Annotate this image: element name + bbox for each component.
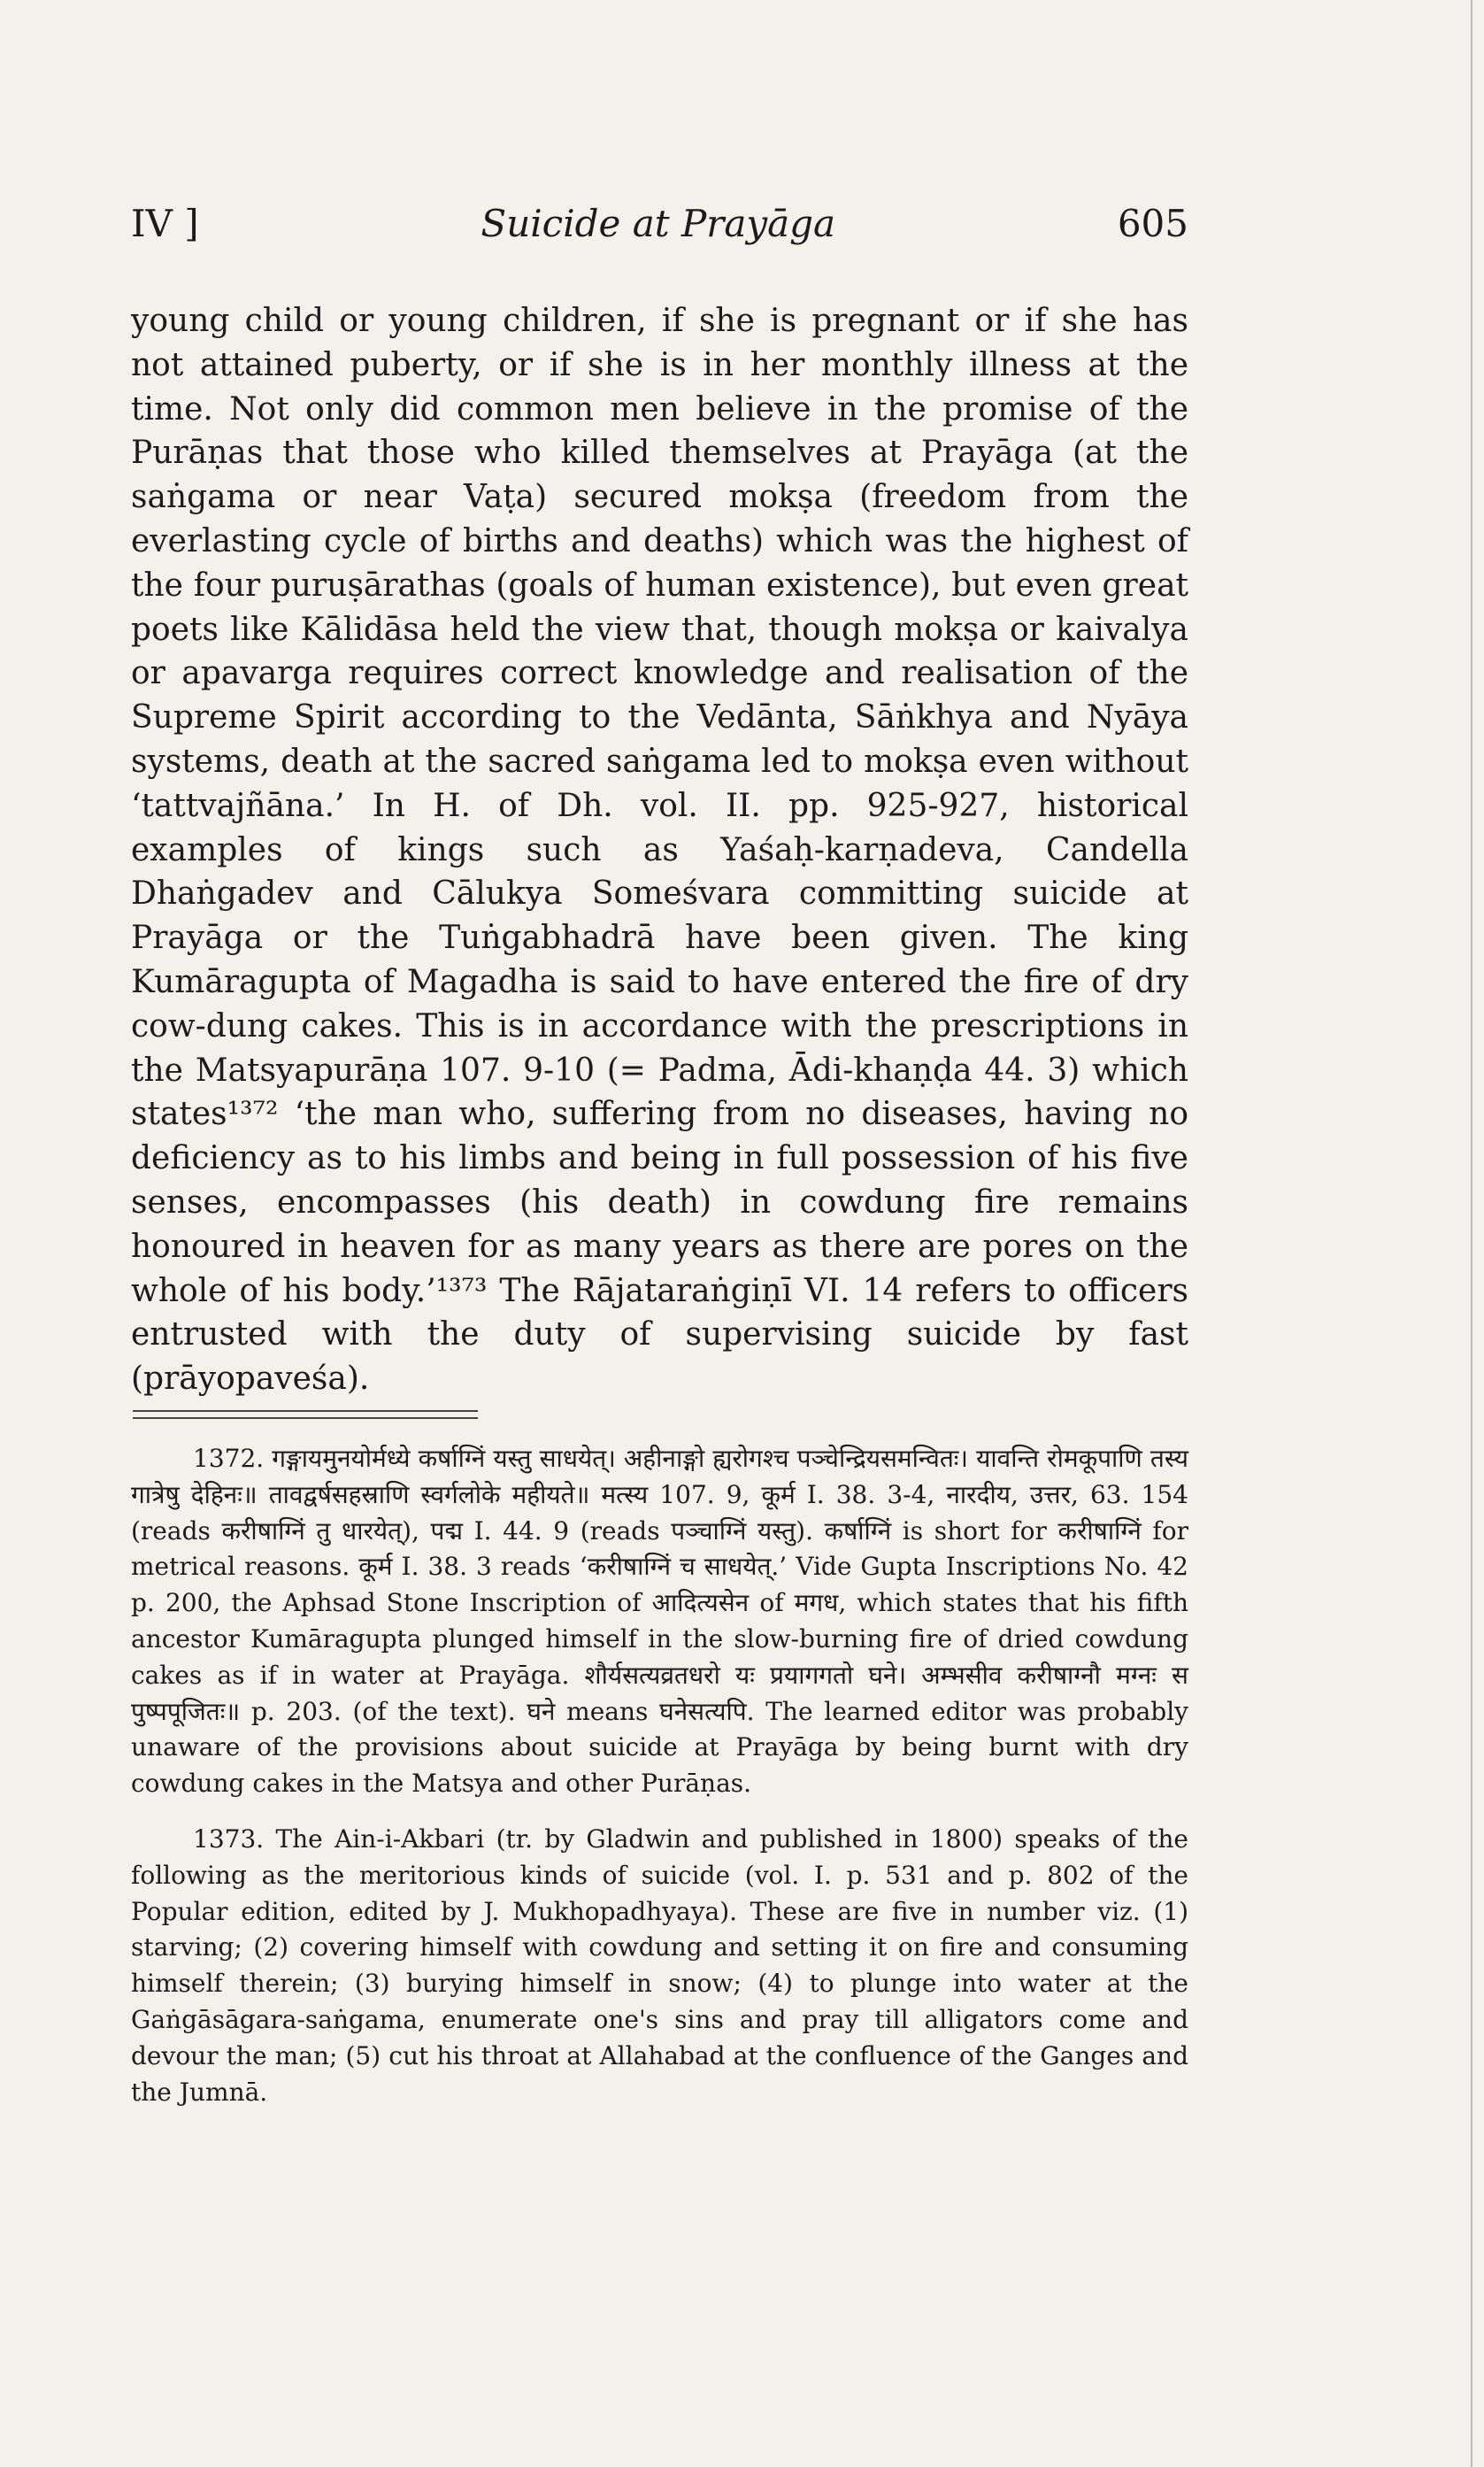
footnotes xyxy=(131,1441,1188,2130)
running-title: Suicide at Prayāga xyxy=(481,202,836,245)
footnote-separator xyxy=(133,1410,478,1419)
footnote-1372: 1372. गङ्गायमुनयोर्मध्ये कर्षाग्निं यस्तु साधयेत्। अहीनाङ्गो ह्यरोगश्च पञ्चेन्द्रियसमन्वितः। यावन्ति रोमकूपाणि तस्य गात्रेषु देहिनः॥ तावद्वर्षसहस्राणि स्वर्गलोके महीयते॥ मत्स्य 107. 9, कूर्म I. 38. 3-4, नारदीय, उत्तर, 63. 154 (reads करीषाग्निं तु धारयेत्), पद्म I. 44. 9 (reads पञ्चाग्निं यस्तु). कर्षाग्निं is short for करीषाग्निं for metrical reasons. कूर्म I. 38. 3 reads ‘करीषाग्निं च साधयेत्.’ Vide Gupta Inscriptions No. 42 p. 200, the Aphsad Stone Inscription of आदित्यसेन of मगध, which states that his fifth ancestor Kumāragupta plunged himself in the slow-burning fire of dried cowdung cakes as if in water at Prayāga. शौर्यसत्यव्रतधरो यः प्रयागगतो घने। अम्भसीव करीषाग्नौ मग्नः स पुष्पपूजितः॥ p. 203. (of the text). घने means घनेसत्यपि. The learned editor was probably unaware of the provisions about suicide at Prayāga by being burnt with dry cowdung cakes in the Matsya and other Purāṇas. xyxy=(131,1444,1188,1799)
footnote-1373: 1373. The Ain-i-Akbari (tr. by Gladwin and published in 1800) speaks of the following as the meritorious kinds of suicide (vol. I. p. 531 and p. 802 of the Popular edition, edited by J. Mukhopadhyaya). These are five in number viz. (1) starving; (2) covering himself with cowdung and setting it on fire and consuming himself therein; (3) burying himself in snow; (4) to plunge into water at the Gaṅgāsāgara-saṅgama, enumerate one's sins and pray till alligators come and devour the man; (5) cut his throat at Allahabad at the confluence of the Ganges and the Jumnā. xyxy=(131,1823,1188,2107)
body-paragraph: young child or young children, if she is pregnant or if she has not attained puberty, or if she is in her monthly illness at the time. Not only did common men believe in the promise of the Purāṇas that those who killed themselves at Prayāga (at the saṅgama or near Vaṭa) secured mokṣa (freedom from the everlasting cycle of births and deaths) which was the highest of the four puruṣārathas (goals of human existence), but even great poets like Kālidāsa held the view that, though mokṣa or kaivalya or apavarga requires correct knowledge and realisation of the Supreme Spirit according to the Vedānta, Sāṅkhya and Nyāya systems, death at the sacred saṅgama led to mokṣa even without ‘tattvajñāna.’ In H. of Dh. vol. II. pp. 925-927, historical examples of kings such as Yaśaḥ-karṇadeva, Candella Dhaṅgadev and Cālukya Someśvara committing suicide at Prayāga or the Tuṅgabhadrā have been given. The king Kumāragupta of Magadha is said to have entered the fire of dry cow-dung cakes. This is in accordance with the prescriptions in the Matsyapurāṇa 107. 9-10 (= Padma, Ādi-khaṇḍa 44. 3) which states¹³⁷² ‘the man who, suffering from no diseases, having no deficiency as to his limbs and being in full possession of his five senses, encompasses (his death) in cowdung fire remains honoured in heaven for as many years as there are pores on the whole of his body.’¹³⁷³ The Rājataraṅgiṇī VI. 14 refers to officers entrusted with the duty of supervising suicide by fast (prāyopaveśa). xyxy=(131,303,1188,1398)
page-number: 605 xyxy=(1117,202,1188,245)
chapter-marker: IV ] xyxy=(131,202,199,245)
main-text xyxy=(131,299,1188,1401)
running-header xyxy=(131,202,1188,255)
scan-edge-line xyxy=(1471,0,1472,2467)
